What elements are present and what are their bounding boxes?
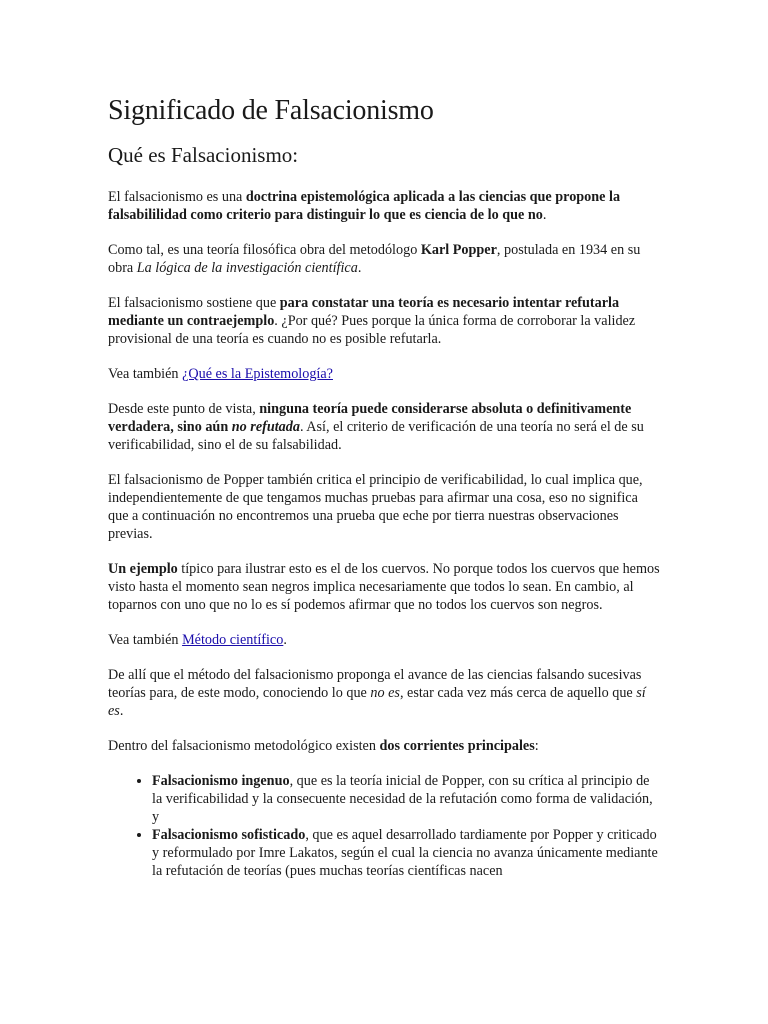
paragraph-popper (108, 241, 660, 277)
see-also-epistemology (108, 365, 660, 383)
scientific-method-link[interactable]: Método científico (182, 632, 284, 648)
currents-list (108, 772, 660, 880)
text: . (542, 207, 547, 223)
page-title: Significado de Falsacionismo (108, 95, 434, 126)
text: Dentro del falsacionismo metodológico existen (108, 738, 380, 754)
text: , que es aquel desarrollado tardiamente por Popper y criticado y reformulado por Imre Lakatos, según el cual la ciencia no avanza únicamente mediante la refutación de teorías (pues muchas teorías científicas nacen (152, 827, 658, 879)
text: : (534, 738, 539, 754)
paragraph-refutation (108, 294, 660, 348)
paragraph-verifiability: El falsacionismo de Popper también critica el principio de verificabilidad, lo cual implica que, independientemente de que tengamos muchas pruebas para afirmar una cosa, eso no significa que a continuación no encontremos una prueba que eche por tierra nuestras observaciones previas. (108, 472, 643, 542)
text: El falsacionismo es una (108, 189, 246, 205)
paragraph-method (108, 666, 660, 720)
text: típico para ilustrar esto es el de los cuervos. No porque todos los cuervos que hemos visto hasta el momento sean negros implica necesariamente que todos lo sean. En cambio, al toparnos con uno que no lo es sí podemos afirmar que no todos los cuervos son negros. (108, 561, 660, 613)
text: Desde este punto de vista, (108, 401, 260, 417)
italic-text: sí es (108, 685, 646, 719)
bold-text: Falsacionismo ingenuo (152, 773, 290, 789)
text: , estar cada vez más cerca de aquello que (399, 685, 637, 701)
bold-text: Un ejemplo (108, 561, 178, 577)
bold-text: Falsacionismo sofisticado (152, 827, 306, 843)
text: El falsacionismo sostiene que (108, 295, 280, 311)
see-also-method (108, 631, 660, 649)
text: . (357, 260, 362, 276)
text: Vea también (108, 632, 183, 648)
bold-text: para constatar una teoría es necesario intentar refutarla mediante un contraejemplo (108, 295, 620, 329)
paragraph-example (108, 560, 660, 614)
bold-text: ninguna teoría puede considerarse absoluta o definitivamente verdadera, sino aún (108, 401, 632, 435)
document-content (108, 94, 660, 880)
text: , postulada en 1934 en su obra (108, 242, 641, 276)
text: . (119, 703, 124, 719)
paragraph-viewpoint (108, 400, 660, 454)
paragraph-definition (108, 188, 660, 224)
text: Como tal, es una teoría filosófica obra del metodólogo (108, 242, 421, 258)
italic-text: no es (370, 685, 400, 701)
bold-text: Karl Popper (420, 242, 497, 258)
text: . Así, el criterio de verificación de una teoría no será el de su verificabilidad, sino el de su falsabilidad. (108, 419, 644, 453)
text: Vea también (108, 366, 183, 382)
text: . (283, 632, 287, 648)
italic-text: La lógica de la investigación científica (136, 260, 358, 276)
bold-text: dos corrientes principales (379, 738, 535, 754)
text: De allí que el método del falsacionismo proponga el avance de las ciencias falsando sucesivas teorías para, de este modo, conociendo lo que (108, 667, 642, 701)
list-item (152, 826, 660, 880)
section-heading: Qué es Falsacionismo: (108, 143, 299, 167)
epistemology-link[interactable]: ¿Qué es la Epistemología? (182, 366, 333, 382)
bold-italic-text: no refutada (231, 419, 300, 435)
list-item (152, 772, 660, 826)
text: . ¿Por qué? Pues porque la única forma de corroborar la validez provisional de una teoría es cuando no es posible refutarla. (108, 313, 636, 347)
paragraph-currents (108, 737, 660, 755)
text: , que es la teoría inicial de Popper, con su crítica al principio de la verificabilidad y la consecuente necesidad de la refutación como forma de validación, y (152, 773, 653, 825)
bold-text: doctrina epistemológica aplicada a las ciencias que propone la falsabililidad como criterio para distinguir lo que es ciencia de lo que no (108, 189, 621, 223)
